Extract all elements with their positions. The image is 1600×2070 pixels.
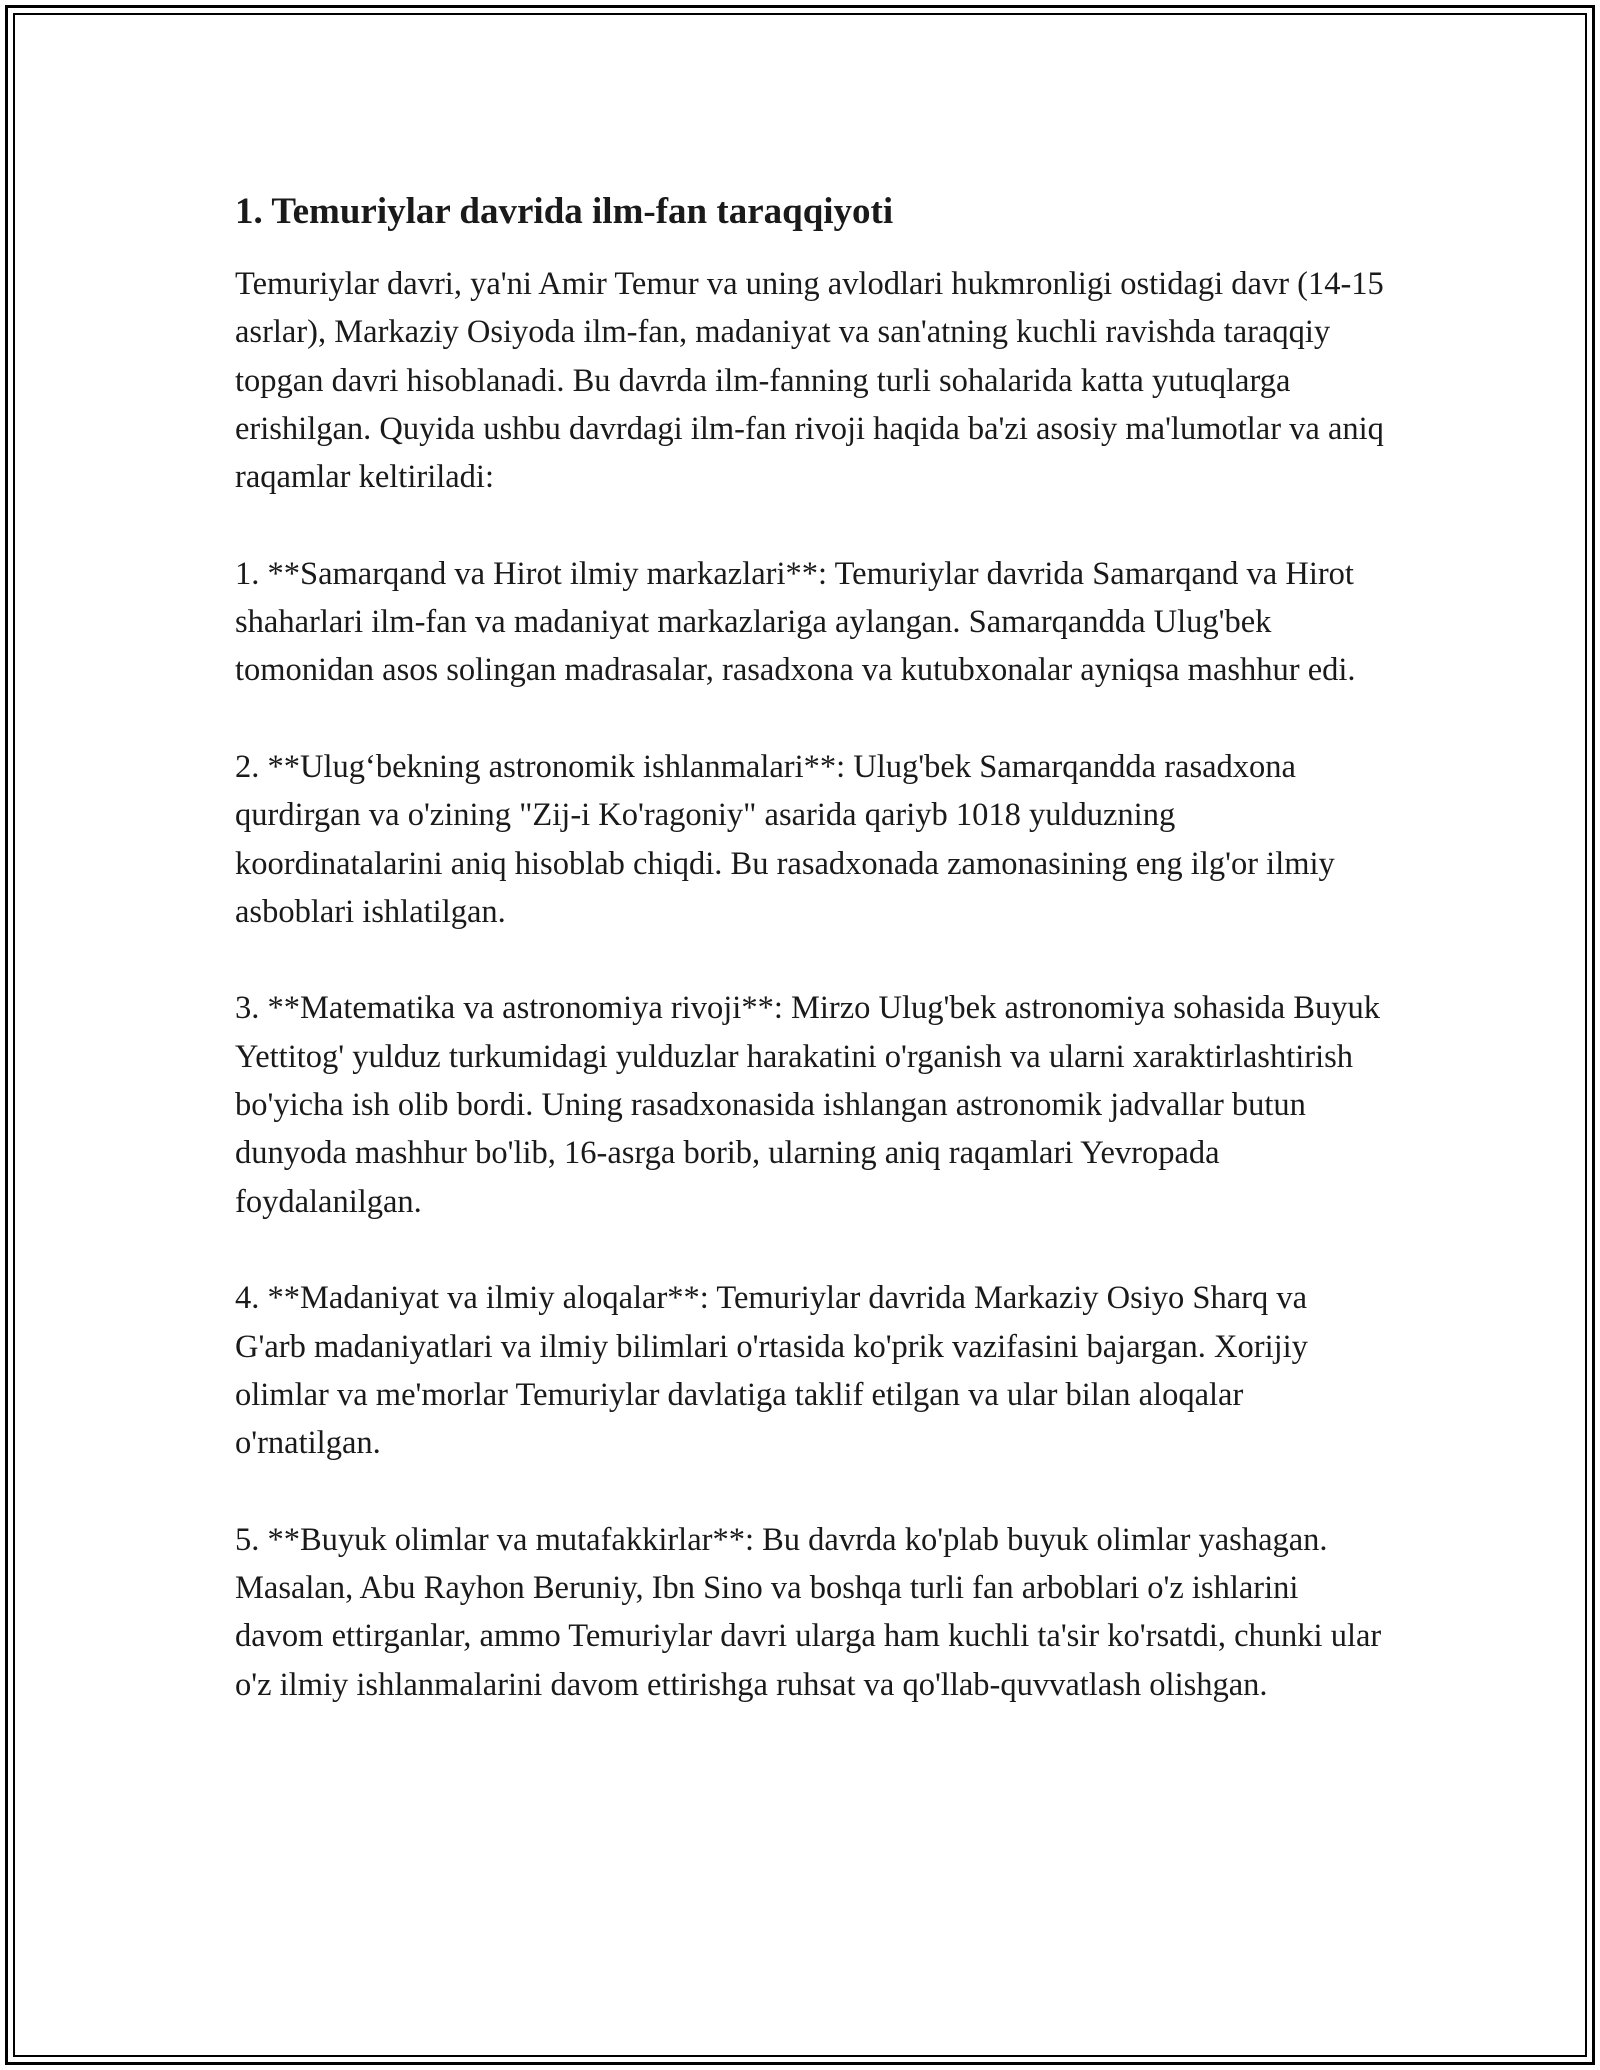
list-item: 4. **Madaniyat va ilmiy aloqalar**: Temuriylar davrida Markaziy Osiyo Sharq va G'arb madaniyatlari va ilmiy bilimlari o'rtasida ko'prik vazifasini bajargan. Xorijiy olimlar va me'morlar Temuriylar davlatiga taklif etilgan va ular bilan aloqalar o'rnatilgan.: [235, 1280, 1308, 1462]
list-item: 5. **Buyuk olimlar va mutafakkirlar**: Bu davrda ko'plab buyuk olimlar yashagan. Masalan, Abu Rayhon Beruniy, Ibn Sino va boshqa turli fan arboblari o'z ishlarini davom ettirganlar, ammo Temuriylar davri ularga ham kuchli ta'sir ko'rsatdi, chunki ular o'z ilmiy ishlanmalarini davom ettirishga ruhsat va qo'llab-quvvatlash olishgan.: [235, 1521, 1382, 1703]
intro-paragraph: Temuriylar davri, ya'ni Amir Temur va uning avlodlari hukmronligi ostidagi davr (14-15 asrlar), Markaziy Osiyoda ilm-fan, madaniyat va san'atning kuchli ravishda taraqqiy topgan davri hisoblanadi. Bu davrda ilm-fanning turli sohalarida katta yutuqlarga erishilgan. Quyida ushbu davrdagi ilm-fan rivoji haqida ba'zi asosiy ma'lumotlar va aniq raqamlar keltiriladi:: [235, 266, 1384, 496]
list-item: 3. **Matematika va astronomiya rivoji**: Mirzo Ulug'bek astronomiya sohasida Buyuk Yettitog' yulduz turkumidagi yulduzlar harakatini o'rganish va ularni xaraktirlashtirish bo'yicha ish olib bordi. Uning rasadxonasida ishlangan astronomik jadvallar butun dunyoda mashhur bo'lib, 16-asrga borib, ularning aniq raqamlari Yevropada foydalanilgan.: [235, 990, 1380, 1220]
document-body: [235, 188, 1385, 1757]
document-title: 1. Temuriylar davrida ilm-fan taraqqiyoti: [235, 191, 894, 232]
list-item: 2. **Ulug‘bekning astronomik ishlanmalari**: Ulug'bek Samarqandda rasadxona qurdirgan va o'zining "Zij-i Ko'ragoniy" asarida qariyb 1018 yulduzning koordinatalarini aniq hisoblab chiqdi. Bu rasadxonada zamonasining eng ilg'or ilmiy asboblari ishlatilgan.: [235, 748, 1335, 930]
list-item: 1. **Samarqand va Hirot ilmiy markazlari**: Temuriylar davrida Samarqand va Hirot shaharlari ilm-fan va madaniyat markazlariga aylangan. Samarqandda Ulug'bek tomonidan asos solingan madrasalar, rasadxona va kutubxonalar ayniqsa mashhur edi.: [235, 555, 1356, 689]
